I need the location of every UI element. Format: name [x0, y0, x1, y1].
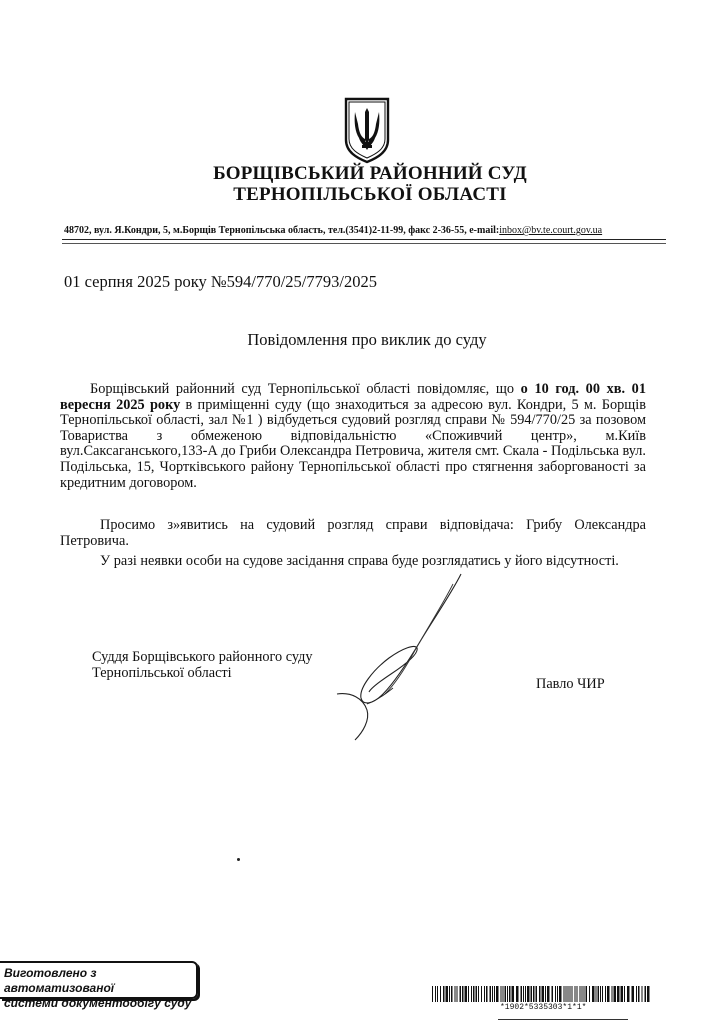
barcode-bar — [614, 986, 617, 1002]
barcode-bar — [512, 986, 515, 1002]
barcode-bar — [636, 986, 637, 1002]
barcode-bar — [446, 986, 449, 1002]
barcode-bar — [600, 986, 601, 1002]
barcode-bar — [486, 986, 488, 1002]
barcode-bar — [589, 986, 590, 1002]
barcode-bar — [457, 986, 458, 1002]
contacts-text: 48702, вул. Я.Кондри, 5, м.Борщів Тернопільська область, тел.(3541)2-11-99, факс 2-36-55, e-mail: — [64, 225, 500, 236]
barcode-bar — [509, 986, 511, 1002]
hearing-datetime: о 10 год. 00 хв. 01 вересня 2025 року — [60, 381, 646, 413]
barcode-bar — [555, 986, 556, 1002]
barcode-bar — [539, 986, 541, 1002]
barcode-bar — [468, 986, 469, 1002]
barcode-bar — [557, 986, 558, 1002]
court-contacts — [64, 225, 684, 236]
stamp-line1: Виготовлено з автоматизованої — [4, 966, 115, 995]
court-name-line2: ТЕРНОПІЛЬСЬКОЇ ОБЛАСТІ — [233, 184, 507, 205]
barcode-bar — [471, 986, 472, 1002]
barcode-bar — [443, 986, 445, 1002]
barcode-bar — [465, 986, 468, 1002]
barcode-bar — [525, 986, 526, 1002]
judge-title-line1: Суддя Борщівського районного суду — [92, 649, 313, 665]
paragraph1-text-a: Борщівський районний суд Тернопільської області повідомляє, що — [90, 381, 521, 397]
barcode-bar — [492, 986, 493, 1002]
barcode-bar — [582, 986, 583, 1002]
barcode-bar — [570, 986, 571, 1002]
barcode-bar — [496, 986, 499, 1002]
barcode-bar — [435, 986, 436, 1002]
barcode-bar — [627, 986, 630, 1002]
judge-name: Павло ЧИР — [536, 676, 605, 692]
barcode-bar — [586, 986, 588, 1002]
barcode-bar — [462, 986, 464, 1002]
barcode-bar — [602, 986, 603, 1002]
handwritten-signature — [333, 570, 473, 745]
barcode-bar — [568, 986, 569, 1002]
header-rule — [62, 239, 666, 240]
document-title: Повідомлення про виклик до суду — [247, 330, 487, 349]
barcode-bar — [460, 986, 462, 1002]
barcode-bar — [577, 986, 578, 1002]
barcode-bar — [521, 986, 523, 1002]
barcode-bar — [572, 986, 573, 1002]
barcode-bar — [542, 986, 545, 1002]
barcode-bar — [638, 986, 640, 1002]
barcode-bar — [621, 986, 624, 1002]
barcode-bar — [494, 986, 495, 1002]
barcode-bar — [455, 986, 456, 1002]
barcode-bar — [432, 986, 433, 1002]
barcode-bar — [632, 986, 635, 1002]
paragraph1-text-b: в приміщенні суду (що знаходиться за адресою вул. Кондри, 5 м. Борщів Тернопільської області, зал №1 ) відбудеться судовий розгляд справи № 594/770/25 за позовом Товариства з обмеженою відповідальністю «Споживчий центр», м.Київ вул.Саксаганського,133-А до Гриби Олександра Петровича, жителя смт. Скала - Подільська вул. Подільська, 15, Чортківського району Тернопільської області про стягнення заборгованості за кредитним договором. — [60, 396, 646, 491]
trident-coat-of-arms-icon — [343, 96, 391, 164]
judge-title-line2: Тернопільської області — [92, 665, 232, 681]
barcode-bar — [490, 986, 492, 1002]
barcode-bar — [484, 986, 485, 1002]
barcode-bar — [533, 986, 535, 1002]
barcode-bar — [449, 986, 450, 1002]
barcode-bar — [580, 986, 581, 1002]
barcode-bar — [523, 986, 524, 1002]
barcode-number: *1902*5335303*1*1* — [500, 1003, 587, 1012]
barcode-bar — [527, 986, 530, 1002]
barcode-bar — [564, 986, 565, 1002]
scan-speck — [237, 858, 240, 861]
barcode-bar — [440, 986, 441, 1002]
court-name-line1: БОРЩІВСЬКИЙ РАЙОННИЙ СУД — [213, 163, 527, 184]
barcode-bar — [473, 986, 475, 1002]
barcode-bar — [575, 986, 576, 1002]
barcode-bar — [566, 986, 567, 1002]
barcode-bar — [617, 986, 620, 1002]
barcode-bar — [559, 986, 562, 1002]
email-link[interactable]: inbox@bv.te.court.gov.ua — [499, 225, 603, 236]
document-barcode — [432, 986, 650, 1002]
automated-system-stamp — [0, 961, 198, 1010]
barcode-bar — [612, 986, 613, 1002]
barcode-bar — [605, 986, 606, 1002]
barcode-bar — [536, 986, 538, 1002]
barcode-bar — [647, 986, 650, 1002]
barcode-bar — [505, 986, 507, 1002]
notice-paragraph-3: У разі неявки особи на судове засідання справа буде розглядатись у його відсутності. — [100, 553, 619, 569]
barcode-bar — [596, 986, 597, 1002]
barcode-bar — [547, 986, 550, 1002]
barcode-bar — [642, 986, 643, 1002]
notice-paragraph-2: Просимо з»явитись на судовий розгляд справи відповідача: Грибу Олександра Петровича. — [60, 517, 646, 549]
barcode-bar — [531, 986, 533, 1002]
judge-title — [92, 649, 313, 681]
barcode-bar — [552, 986, 554, 1002]
barcode-bar — [645, 986, 647, 1002]
barcode-bar — [624, 986, 625, 1002]
barcode-bar — [516, 986, 519, 1002]
barcode-bar — [481, 986, 482, 1002]
stamp-line2: системи документообігу суду — [4, 996, 192, 1010]
footer-rule — [498, 1019, 628, 1020]
barcode-bar — [501, 986, 502, 1002]
barcode-bar — [507, 986, 508, 1002]
document-date-number: 01 серпня 2025 року №594/770/25/7793/2025 — [64, 272, 377, 291]
barcode-bar — [584, 986, 585, 1002]
barcode-bar — [592, 986, 595, 1002]
notice-paragraph-1 — [60, 382, 646, 491]
barcode-bar — [503, 986, 504, 1002]
barcode-bar — [437, 986, 438, 1002]
header-rule-secondary — [62, 243, 666, 244]
barcode-bar — [476, 986, 478, 1002]
barcode-bar — [478, 986, 479, 1002]
barcode-bar — [545, 986, 546, 1002]
barcode-bar — [451, 986, 453, 1002]
barcode-bar — [607, 986, 610, 1002]
barcode-bar — [598, 986, 600, 1002]
